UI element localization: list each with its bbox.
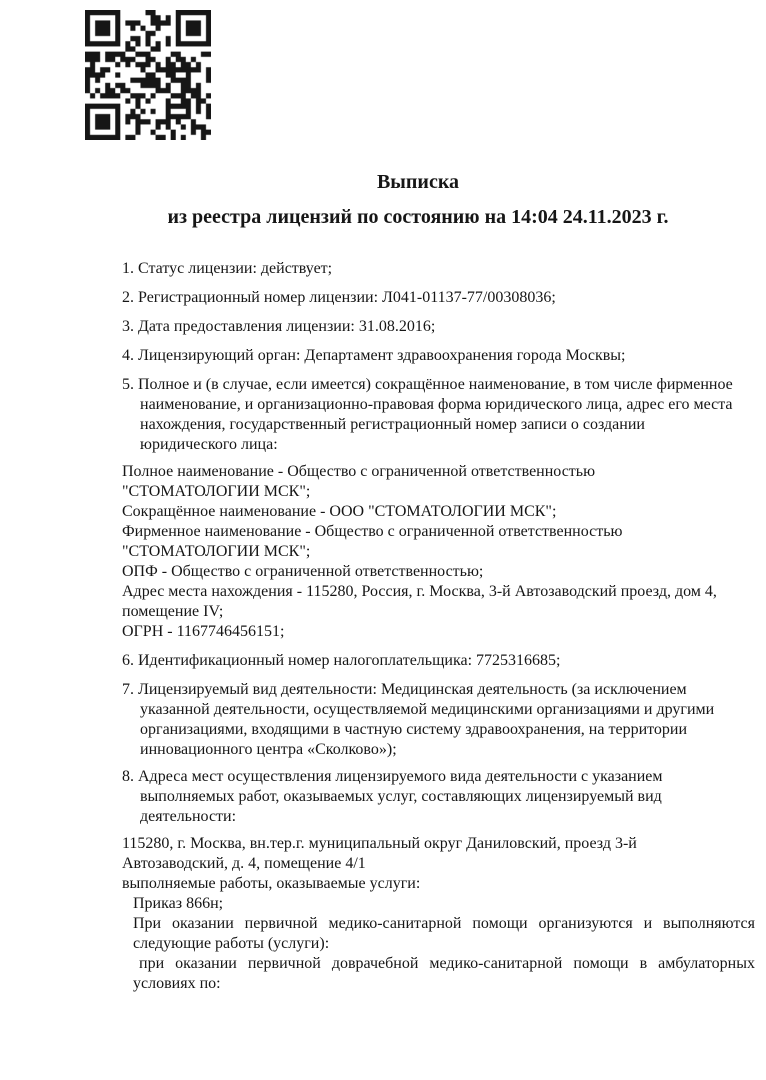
activity-address: 115280, г. Москва, вн.тер.г. муниципальный округ Даниловский, проезд 3-й	[122, 835, 637, 852]
document-body	[122, 259, 755, 994]
item-2-registration-number: 2. Регистрационный номер лицензии: Л041-01137-77/00308036;	[122, 289, 556, 306]
item-5-name-heading: наименование, и организационно-правовая форма юридического лица, адрес его места	[140, 396, 733, 413]
title-line-1: Выписка	[376, 171, 460, 193]
title-line-2: из реестра лицензий по состоянию на 14:04 24.11.2023 г.	[167, 206, 669, 228]
org-legal-form: ОПФ - Общество с ограниченной ответственностью;	[122, 563, 484, 580]
item-8-activity-addresses: деятельности:	[140, 808, 237, 825]
org-full-name: "СТОМАТОЛОГИИ МСК";	[122, 483, 311, 500]
org-full-name: Полное наименование - Общество с ограниченной ответственностью	[122, 463, 596, 480]
item-5-name-heading: нахождения, государственный регистрационный номер записи о создании	[140, 416, 645, 433]
item-7-activity-type: указанной деятельности, осуществляемой медицинскими организациями и другими	[140, 701, 715, 718]
item-6-taxpayer-number: 6. Идентификационный номер налогоплательщика: 7725316685;	[122, 652, 561, 669]
item-8-activity-addresses: 8. Адреса мест осуществления лицензируемого вида деятельности с указанием	[122, 768, 663, 785]
item-7-activity-type: 7. Лицензируемый вид деятельности: Медицинская деятельность (за исключением	[122, 681, 687, 698]
item-7-activity-type: инновационного центра «Сколково»);	[140, 741, 397, 758]
org-brand-name: "СТОМАТОЛОГИИ МСК";	[122, 543, 311, 560]
org-brand-name: Фирменное наименование - Общество с ограниченной ответственностью	[122, 523, 623, 540]
pre-doctor-care-works: при оказании первичной доврачебной медико-санитарной помощи в амбулаторных	[139, 955, 755, 972]
item-4-licensing-authority: 4. Лицензирующий орган: Департамент здравоохранения города Москвы;	[122, 347, 626, 364]
org-ogrn: ОГРН - 1167746456151;	[122, 623, 285, 640]
primary-care-works: следующие работы (услуги):	[133, 935, 330, 952]
item-5-name-heading: 5. Полное и (в случае, если имеется) сокращённое наименование, в том числе фирменное	[122, 376, 733, 393]
item-8-activity-addresses: выполняемых работ, оказываемых услуг, составляющих лицензируемый вид	[140, 788, 662, 805]
item-5-name-heading: юридического лица:	[140, 436, 278, 453]
item-7-activity-type: организациями, входящими в частную систему здравоохранения, на территории	[140, 721, 688, 738]
works-services-heading: выполняемые работы, оказываемые услуги:	[122, 875, 421, 892]
pre-doctor-care-works: условиях по:	[133, 975, 221, 992]
item-1-license-status: 1. Статус лицензии: действует;	[122, 260, 333, 277]
primary-care-works: При оказании первичной медико-санитарной помощи организуются и выполняются	[133, 915, 755, 932]
item-3-grant-date: 3. Дата предоставления лицензии: 31.08.2016;	[122, 318, 436, 335]
org-short-name: Сокращённое наименование - ООО "СТОМАТОЛОГИИ МСК";	[122, 503, 557, 520]
org-address: помещение IV;	[122, 603, 224, 620]
qr-code-icon	[85, 10, 211, 140]
order-866n: Приказ 866н;	[133, 895, 224, 912]
org-address: Адрес места нахождения - 115280, Россия, г. Москва, 3-й Автозаводский проезд, дом 4,	[122, 583, 717, 600]
activity-address: Автозаводский, д. 4, помещение 4/1	[122, 855, 366, 872]
